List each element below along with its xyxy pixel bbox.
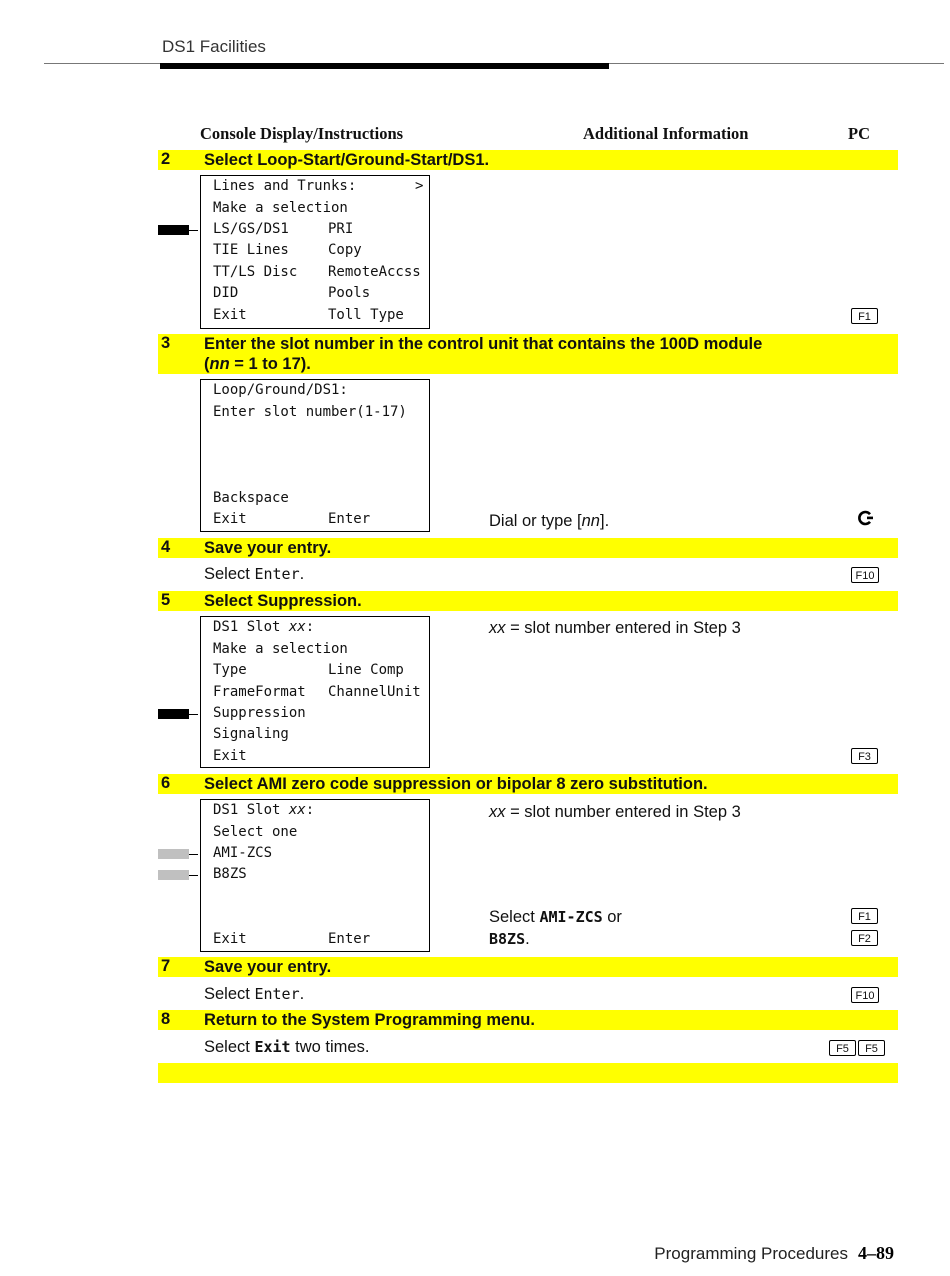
text-fragment: (	[204, 355, 210, 373]
screen-option-suppression: Suppression	[213, 705, 306, 721]
step-number: 6	[161, 774, 171, 792]
text-fragment: Select	[204, 565, 255, 583]
screen-option-copy: Copy	[328, 242, 362, 258]
function-key-f10: F10	[851, 987, 879, 1003]
step-8-bar	[158, 1010, 898, 1030]
function-key-f2: F2	[851, 930, 878, 946]
step-number: 7	[161, 957, 171, 975]
step-number: 4	[161, 538, 171, 556]
footer-section: Programming Procedures	[654, 1244, 848, 1263]
step-3-bar	[158, 334, 898, 374]
screen-line: Lines and Trunks:	[213, 178, 357, 194]
screen-option-line-comp: Line Comp	[328, 662, 404, 678]
screen-title	[213, 619, 314, 635]
procedure-end-bar	[158, 1063, 898, 1083]
screen-option-ls-gs-ds1: LS/GS/DS1	[213, 221, 289, 237]
selection-marker-gray	[158, 849, 200, 859]
step-number: 8	[161, 1010, 171, 1028]
text-fragment: Select	[489, 908, 540, 926]
page-footer	[654, 1243, 894, 1264]
screen-line: Loop/Ground/DS1:	[213, 382, 348, 398]
variable-xx: xx	[489, 803, 506, 821]
screen-option-exit: Exit	[213, 931, 247, 947]
info-dial-or-type	[489, 512, 609, 531]
column-heading-info: Additional Information	[583, 124, 749, 143]
screen-option-enter: Enter	[328, 931, 371, 947]
step-6-bar	[158, 774, 898, 794]
step-number: 5	[161, 591, 171, 609]
variable-xx: xx	[288, 802, 306, 818]
screen-line: Make a selection	[213, 200, 348, 216]
step-7-detail	[204, 985, 304, 1004]
screen-option-pools: Pools	[328, 285, 371, 301]
screen-line: Make a selection	[213, 641, 348, 657]
step-instruction: Save your entry.	[204, 539, 332, 557]
screen-option-ami-zcs: AMI-ZCS	[213, 845, 273, 861]
text-fragment: DS1 Slot	[213, 802, 289, 818]
text-fragment: :	[305, 619, 315, 635]
console-screen-lines-and-trunks	[200, 175, 430, 329]
step-instruction: Select Suppression.	[204, 592, 362, 610]
console-screen-slot-number	[200, 379, 430, 532]
step-instruction: Save your entry.	[204, 958, 332, 976]
screen-option-did: DID	[213, 285, 239, 301]
text-fragment: ].	[599, 512, 610, 530]
info-slot-number	[489, 803, 741, 822]
step-7-bar	[158, 957, 898, 977]
screen-option-type: Type	[213, 662, 247, 678]
screen-option-enter: Enter	[328, 511, 371, 527]
dial-icon	[857, 510, 873, 526]
screen-title	[213, 802, 314, 818]
function-key-f1: F1	[851, 908, 878, 924]
command-b8zs: B8ZS	[489, 930, 526, 948]
screen-option-tt-ls-disc: TT/LS Disc	[213, 264, 298, 280]
step-2-bar	[158, 150, 898, 170]
variable-xx: xx	[489, 619, 506, 637]
step-4-detail	[204, 565, 304, 584]
running-header: DS1 Facilities	[162, 37, 266, 56]
text-fragment: Select	[204, 1038, 255, 1056]
screen-line: Select one	[213, 824, 298, 840]
page-number: 4–89	[858, 1243, 894, 1263]
screen-line: Enter slot number(1-17)	[213, 404, 407, 420]
selection-marker-black	[158, 709, 200, 719]
text-fragment: DS1 Slot	[213, 619, 289, 635]
text-fragment: = 1 to 17).	[229, 355, 311, 373]
screen-option-tie-lines: TIE Lines	[213, 242, 289, 258]
step-number: 3	[161, 334, 171, 352]
selection-marker-gray	[158, 870, 200, 880]
more-arrow-icon: >	[415, 178, 424, 194]
screen-option-remoteaccss: RemoteAccss	[328, 264, 421, 280]
text-fragment: .	[299, 565, 305, 583]
command-enter: Enter	[254, 985, 300, 1003]
text-fragment: :	[305, 802, 315, 818]
function-key-f3: F3	[851, 748, 878, 764]
step-instruction: Select AMI zero code suppression or bipolar 8 zero substitution.	[204, 775, 708, 793]
step-4-bar	[158, 538, 898, 558]
variable-nn: nn	[209, 355, 230, 373]
info-slot-number	[489, 619, 741, 638]
step-instruction: Return to the System Programming menu.	[204, 1011, 535, 1029]
step-instruction-line1: Enter the slot number in the control unit that contains the 100D module	[204, 335, 763, 353]
column-heading-console: Console Display/Instructions	[200, 124, 404, 143]
function-key-f5: F5	[829, 1040, 856, 1056]
console-screen-ds1-slot-suppression	[200, 616, 430, 768]
screen-option-exit: Exit	[213, 748, 247, 764]
column-heading-pc: PC	[848, 124, 870, 143]
screen-option-exit: Exit	[213, 511, 247, 527]
text-fragment: Select	[204, 985, 255, 1003]
command-enter: Enter	[254, 565, 300, 583]
screen-option-channelunit: ChannelUnit	[328, 684, 421, 700]
screen-option-frameformat: FrameFormat	[213, 684, 306, 700]
text-fragment: Dial or type [	[489, 512, 582, 530]
screen-option-b8zs: B8ZS	[213, 866, 247, 882]
function-key-f5: F5	[858, 1040, 885, 1056]
step-5-bar	[158, 591, 898, 611]
screen-option-exit: Exit	[213, 307, 247, 323]
text-fragment: .	[299, 985, 305, 1003]
command-exit: Exit	[254, 1038, 291, 1056]
screen-option-toll-type: Toll Type	[328, 307, 404, 323]
info-select-ami-zcs-or	[489, 908, 622, 927]
screen-option-pri: PRI	[328, 221, 354, 237]
text-fragment: two times.	[290, 1038, 370, 1056]
variable-xx: xx	[288, 619, 306, 635]
screen-option-backspace: Backspace	[213, 490, 289, 506]
function-key-f1: F1	[851, 308, 878, 324]
variable-nn: nn	[581, 512, 600, 530]
console-screen-ds1-slot-select-one	[200, 799, 430, 952]
step-instruction: Select Loop-Start/Ground-Start/DS1.	[204, 151, 490, 169]
text-fragment: = slot number entered in Step 3	[505, 803, 741, 821]
header-bar	[160, 63, 609, 69]
function-key-f10: F10	[851, 567, 879, 583]
screen-option-signaling: Signaling	[213, 726, 289, 742]
selection-marker-black	[158, 225, 200, 235]
text-fragment: or	[602, 908, 622, 926]
step-8-detail	[204, 1038, 369, 1057]
text-fragment: .	[525, 930, 530, 948]
step-number: 2	[161, 150, 171, 168]
text-fragment: = slot number entered in Step 3	[505, 619, 741, 637]
info-select-b8zs	[489, 930, 530, 949]
command-ami-zcs: AMI-ZCS	[539, 908, 603, 926]
step-instruction-line2	[204, 354, 311, 374]
